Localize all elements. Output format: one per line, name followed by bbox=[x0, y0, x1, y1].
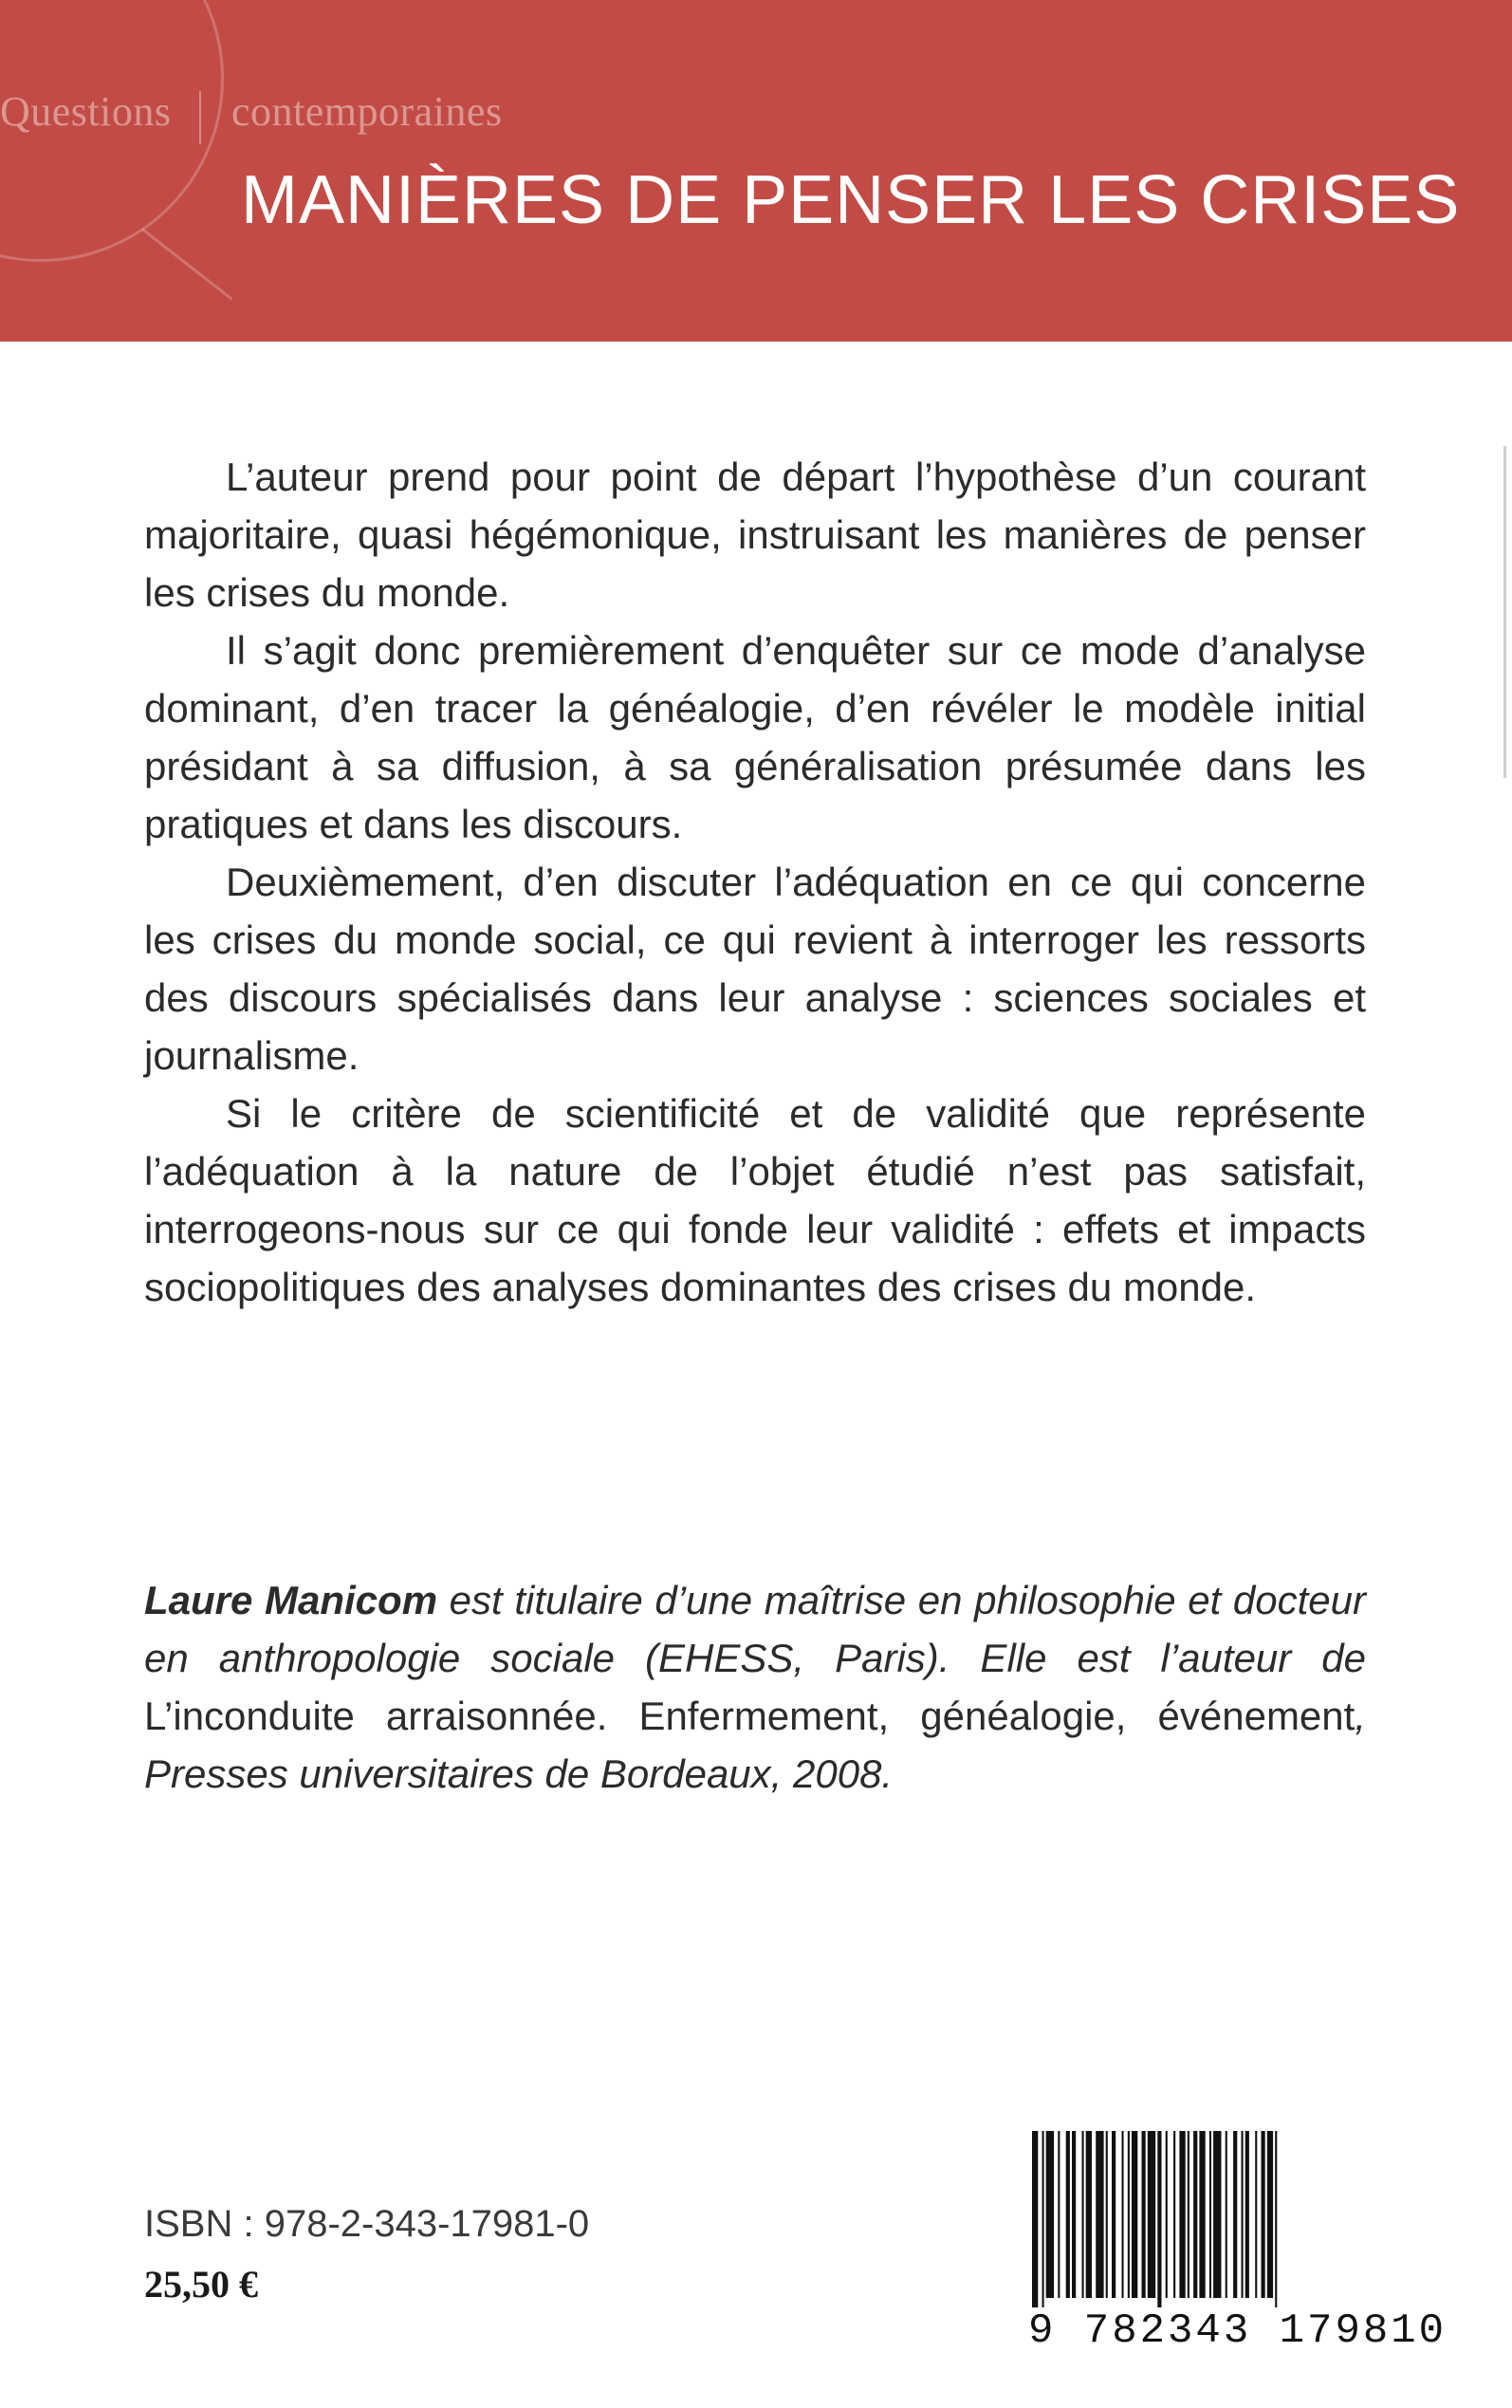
barcode-bar bbox=[1106, 2131, 1108, 2298]
barcode-bar bbox=[1233, 2131, 1237, 2298]
barcode-digits: 9 782343 179810 bbox=[1028, 2307, 1447, 2355]
barcode-bar bbox=[1112, 2131, 1116, 2298]
author-book-title: L’inconduite arraisonnée. Enfermement, généalogie, événement bbox=[144, 1694, 1355, 1738]
barcode-bar bbox=[1199, 2131, 1205, 2298]
barcode-bar bbox=[1209, 2131, 1211, 2298]
barcode-bars-icon bbox=[1028, 2131, 1370, 2307]
barcode-bar bbox=[1193, 2131, 1197, 2298]
barcode-bar bbox=[1132, 2131, 1137, 2298]
barcode bbox=[1028, 2131, 1447, 2355]
barcode-bar bbox=[1058, 2131, 1060, 2298]
barcode-bar bbox=[1226, 2131, 1227, 2298]
barcode-bar bbox=[1142, 2131, 1146, 2298]
barcode-bar bbox=[1213, 2131, 1221, 2298]
page-edge-rule bbox=[1503, 446, 1506, 778]
barcode-bar bbox=[1275, 2131, 1277, 2307]
barcode-bar bbox=[1046, 2131, 1054, 2298]
barcode-bar bbox=[1072, 2131, 1076, 2298]
barcode-bar bbox=[1148, 2131, 1155, 2298]
barcode-bar bbox=[1255, 2131, 1257, 2298]
barcode-bar bbox=[1245, 2131, 1249, 2298]
summary-paragraph: Deuxièmement, d’en discuter l’adéquation en ce qui concerne les crises du monde social, ce qui revient à interroger les ressorts des discours spécialisés dans leur analyse : sciences sociales et journalisme. bbox=[144, 860, 1366, 1078]
author-name: Laure Manicom bbox=[144, 1578, 438, 1622]
author-bio-text-2: , Presses universitaires de Bordeaux, 2008. bbox=[144, 1694, 1366, 1796]
barcode-bar bbox=[1173, 2131, 1175, 2298]
barcode-bar bbox=[1188, 2131, 1189, 2298]
barcode-bar bbox=[1042, 2131, 1044, 2307]
series-q-tail-icon bbox=[141, 228, 232, 300]
header-band bbox=[0, 0, 1512, 342]
summary-paragraph: L’auteur prend pour point de départ l’hypothèse d’un courant majoritaire, quasi hégémonique, instruisant les manières de penser les crises du monde. bbox=[144, 454, 1366, 615]
barcode-bar bbox=[1032, 2131, 1038, 2307]
barcode-bar bbox=[1179, 2131, 1185, 2298]
author-bio bbox=[144, 1571, 1366, 1803]
barcode-bar bbox=[1242, 2131, 1244, 2298]
book-title: MANIÈRES DE PENSER LES CRISES bbox=[241, 162, 1461, 238]
barcode-bar bbox=[1086, 2131, 1092, 2298]
series-name-left: Questions bbox=[0, 88, 172, 135]
summary-paragraph: Il s’agit donc premièrement d’enquêter sur ce mode d’analyse dominant, d’en tracer la généalogie, d’en révéler le modèle initial présidant à sa diffusion, à sa généralisation présumée dans les pratiques et dans les discours. bbox=[144, 628, 1366, 846]
barcode-bar bbox=[1066, 2131, 1070, 2298]
barcode-bar bbox=[1267, 2131, 1273, 2298]
barcode-bar bbox=[1128, 2131, 1130, 2298]
barcode-bar bbox=[1082, 2131, 1084, 2298]
isbn-label: ISBN : 978-2-343-17981-0 bbox=[144, 2203, 590, 2245]
barcode-bar bbox=[1166, 2131, 1168, 2298]
barcode-bar bbox=[1262, 2131, 1265, 2298]
summary-paragraph: Si le critère de scientificité et de validité que représente l’adéquation à la nature de l’objet étudié n’est pas satisfait, interrogeons-nous sur ce qui fonde leur validité : effets et impacts sociopolitiques des analyses dominantes des crises du monde. bbox=[144, 1091, 1366, 1309]
author-bio-text-1: est titulaire d’une maîtrise en philosophie et docteur en anthropologie sociale (EHESS, Paris). Elle est l’auteur de bbox=[144, 1578, 1366, 1680]
barcode-bar bbox=[1157, 2131, 1161, 2307]
barcode-bar bbox=[1096, 2131, 1103, 2298]
series-name-right: contemporaines bbox=[231, 88, 503, 135]
series-divider bbox=[199, 91, 201, 144]
barcode-bar bbox=[1122, 2131, 1124, 2298]
summary-text bbox=[144, 448, 1366, 1316]
price-label: 25,50 € bbox=[144, 2263, 258, 2306]
